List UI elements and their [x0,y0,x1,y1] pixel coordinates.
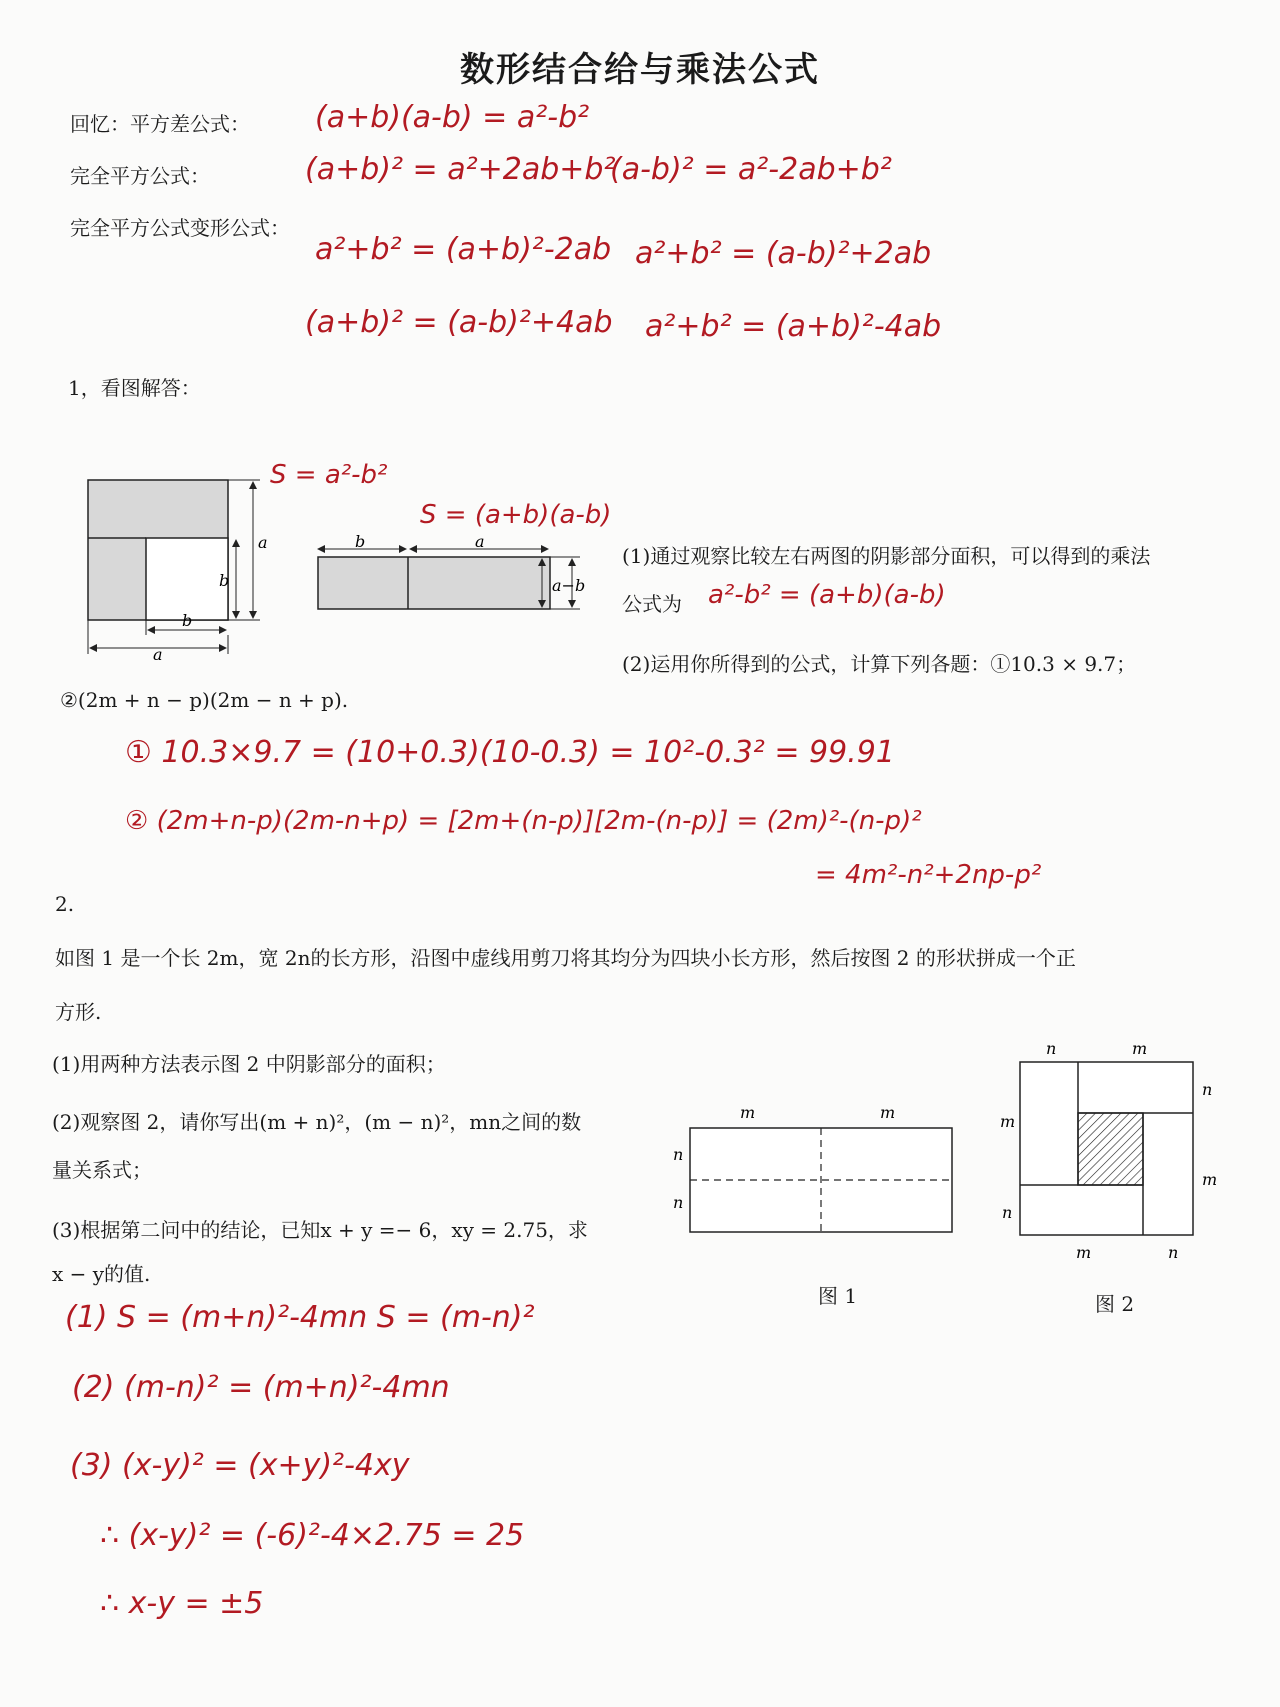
q2-figure-2 [990,1040,1240,1270]
perfect-square-label: 完全平方公式： [70,164,210,188]
q1-part1-text: (1)通过观察比较左右两图的阴影部分面积，可以得到的乘法 [622,544,1151,568]
q1-answer-1: ① 10.3×9.7 = (10+0.3)(10-0.3) = 10²-0.3² = 99.91 [125,735,895,770]
fig2-label-n-top: n [1046,1040,1057,1058]
fig2-label-m-top: m [1132,1040,1148,1058]
fig1-label-m-left: m [740,1103,756,1122]
fig2-caption: 图 2 [1095,1292,1135,1316]
fig2-label-n-bottom: n [1168,1243,1179,1262]
perfect-square-formula-1: (a+b)² = a²+2ab+b² [305,152,616,187]
q2-answer-3c: ∴ x-y = ±5 [100,1586,264,1621]
q1-answer-2: ② (2m+n-p)(2m-n+p) = [2m+(n-p)][2m-(n-p)] = (2m)²-(n-p)² [125,806,922,836]
q1-heading: 1，看图解答： [68,376,201,400]
q2-number: 2. [55,892,75,916]
fig1-label-n-top: n [673,1145,684,1164]
fig-left-label-a-horizontal: a [153,645,163,660]
q2-part3b: x − y的值. [52,1262,151,1286]
variant-formula-4: a²+b² = (a+b)²-4ab [645,309,942,344]
fig2-label-n-left: n [1002,1203,1013,1222]
q2-intro-b: 方形. [55,1000,102,1024]
q2-part3a: (3)根据第二问中的结论，已知x + y =− 6，xy = 2.75，求 [52,1218,588,1242]
perfect-square-formula-2: (a-b)² = a²-2ab+b² [610,152,892,187]
q2-part2a: (2)观察图 2，请你写出(m + n)²，(m − n)²，mn之间的数 [52,1110,582,1134]
q1-left-area-answer: S = a²-b² [270,460,388,490]
q1-answer-2-cont: = 4m²-n²+2np-p² [815,860,1042,890]
q2-answer-3: (3) (x-y)² = (x+y)²-4xy [70,1448,410,1483]
q1-part1-text-b: 公式为 [622,592,682,616]
fig1-caption: 图 1 [818,1284,858,1308]
q2-answer-3b: ∴ (x-y)² = (-6)²-4×2.75 = 25 [100,1518,525,1553]
q2-figure-1 [665,1100,965,1240]
variant-formula-3: (a+b)² = (a-b)²+4ab [305,305,613,340]
q1-figure-left [78,470,278,660]
q1-part2-text-b: ②(2m + n − p)(2m − n + p). [60,688,349,712]
fig-right-label-a-minus-b: a−b [552,576,586,595]
fig2-label-m-bottom: m [1076,1243,1092,1262]
q2-answer-2: (2) (m-n)² = (m+n)²-4mn [72,1370,450,1405]
q2-answer-1: (1) S = (m+n)²-4mn S = (m-n)² [65,1300,535,1335]
variant-formula-1: a²+b² = (a+b)²-2ab [315,232,612,267]
fig2-label-m-left: m [1000,1112,1016,1131]
fig1-label-n-bottom: n [673,1193,684,1212]
q1-part2-text: (2)运用你所得到的公式，计算下列各题：①10.3 × 9.7； [622,652,1137,676]
fig1-label-m-right: m [880,1103,896,1122]
fig-right-label-b: b [355,535,366,551]
q1-part1-answer: a²-b² = (a+b)(a-b) [708,580,946,610]
fig2-label-m-right: m [1202,1170,1218,1189]
q1-right-area-answer: S = (a+b)(a-b) [420,500,612,530]
fig-right-label-a: a [475,535,485,551]
diff-squares-label: 回忆：平方差公式： [70,112,250,136]
q2-part2b: 量关系式； [52,1158,152,1182]
fig2-label-n-right: n [1202,1080,1213,1099]
variant-formula-2: a²+b² = (a-b)²+2ab [635,236,932,271]
q1-figure-right [310,535,595,615]
fig-left-label-a: a [258,533,268,552]
q2-intro-a: 如图 1 是一个长 2m，宽 2n的长方形，沿图中虚线用剪刀将其均分为四块小长方形，然后按图 2 的形状拼成一个正 [55,946,1076,970]
fig2-shaded-square [1078,1113,1143,1185]
fig-left-label-b-vertical: b [219,571,230,590]
variant-label: 完全平方公式变形公式： [70,216,290,240]
q2-part1: (1)用两种方法表示图 2 中阴影部分的面积； [52,1052,446,1076]
diff-squares-formula: (a+b)(a-b) = a²-b² [315,100,590,135]
page-title: 数形结合给与乘法公式 [460,50,820,90]
fig-left-label-b-horizontal: b [182,611,193,630]
